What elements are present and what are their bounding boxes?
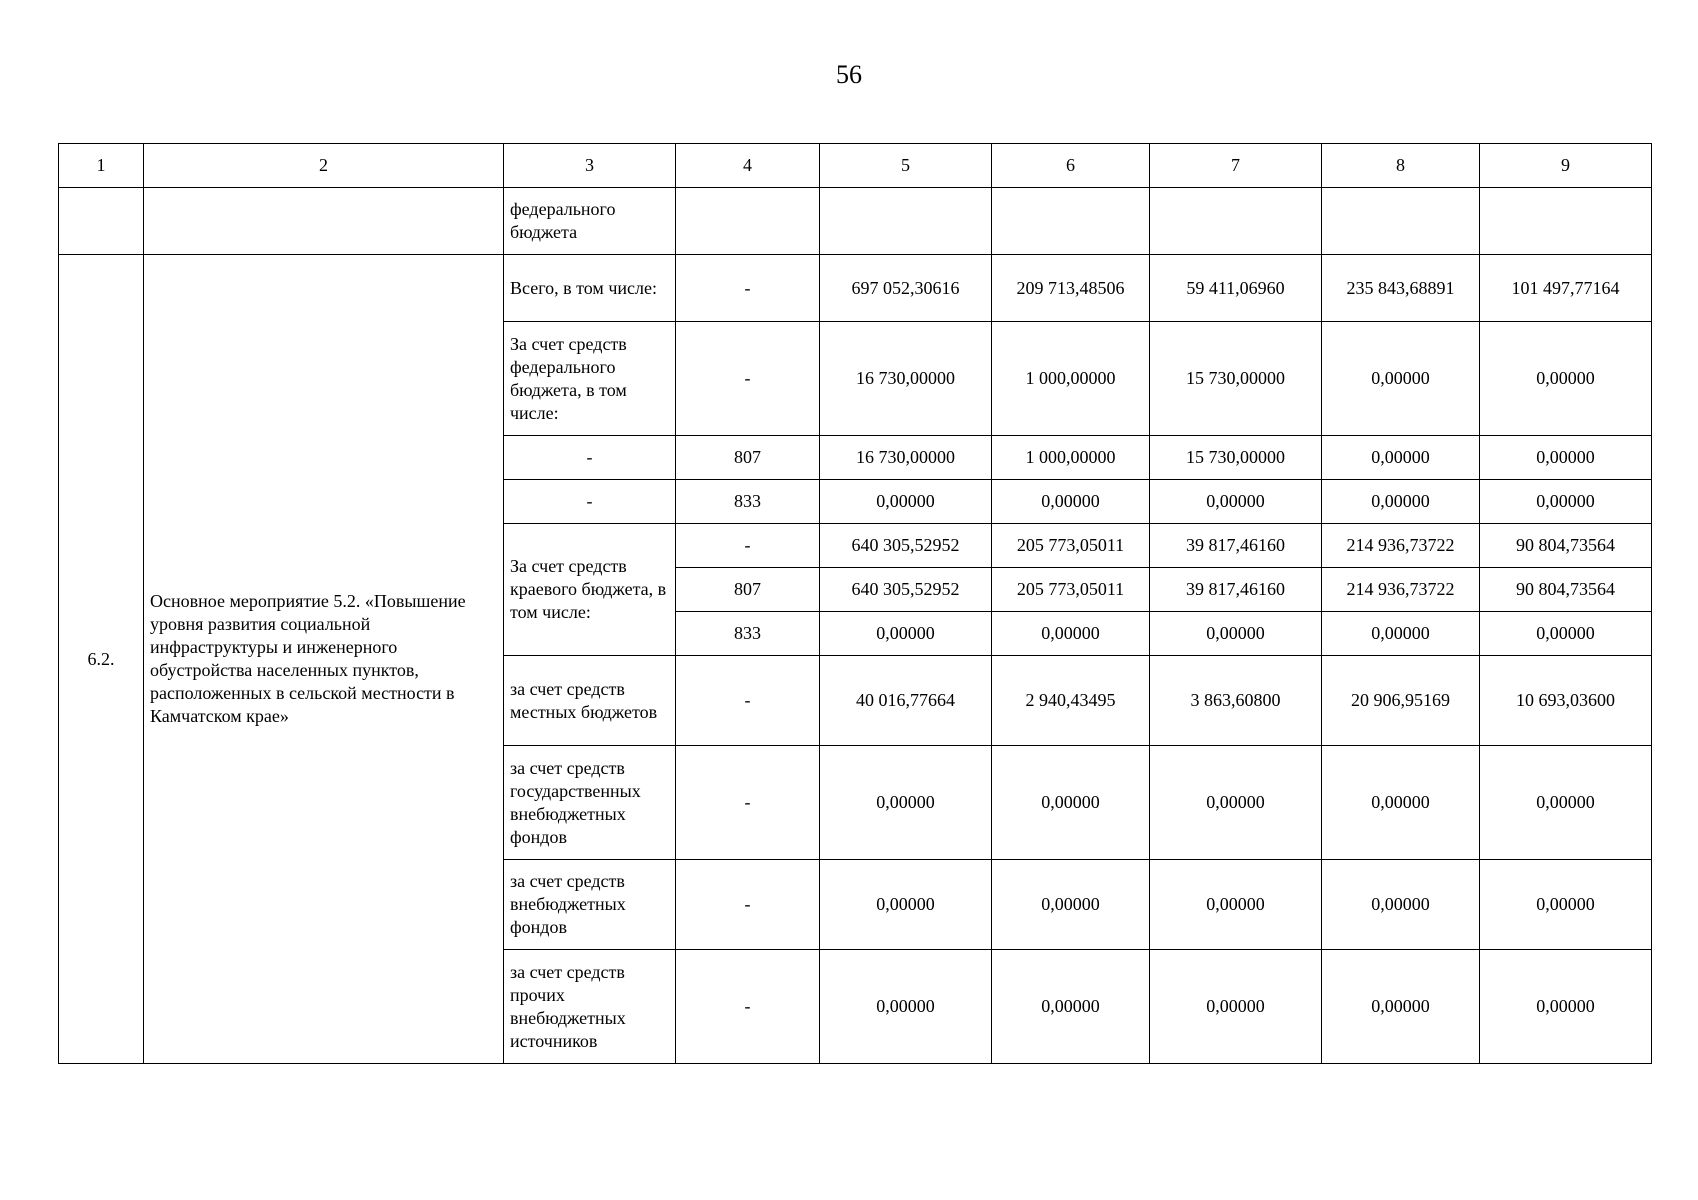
- source-cell: федерального бюджета: [504, 188, 676, 255]
- value-cell: 0,00000: [1322, 612, 1480, 656]
- value-cell: 0,00000: [820, 860, 992, 950]
- header-row: [59, 144, 1652, 188]
- empty-cell: [676, 188, 820, 255]
- value-cell: 214 936,73722: [1322, 524, 1480, 568]
- table-row: [59, 255, 1652, 322]
- value-cell: 0,00000: [1480, 480, 1652, 524]
- source-cell: -: [504, 480, 676, 524]
- value-cell: 640 305,52952: [820, 568, 992, 612]
- empty-cell: [144, 188, 504, 255]
- value-cell: 0,00000: [820, 480, 992, 524]
- value-cell: 205 773,05011: [992, 524, 1150, 568]
- value-cell: 0,00000: [1322, 746, 1480, 860]
- code-cell: -: [676, 656, 820, 746]
- value-cell: 0,00000: [1322, 860, 1480, 950]
- value-cell: 15 730,00000: [1150, 322, 1322, 436]
- code-cell: 833: [676, 480, 820, 524]
- value-cell: 640 305,52952: [820, 524, 992, 568]
- source-cell: За счет средств краевого бюджета, в том числе:: [504, 524, 676, 656]
- code-cell: 807: [676, 568, 820, 612]
- code-cell: -: [676, 860, 820, 950]
- value-cell: 0,00000: [820, 612, 992, 656]
- value-cell: 0,00000: [1480, 860, 1652, 950]
- header-cell: 4: [676, 144, 820, 188]
- value-cell: 16 730,00000: [820, 436, 992, 480]
- source-cell: Всего, в том числе:: [504, 255, 676, 322]
- value-cell: 0,00000: [1322, 480, 1480, 524]
- value-cell: 59 411,06960: [1150, 255, 1322, 322]
- value-cell: 0,00000: [1150, 612, 1322, 656]
- source-cell: за счет средств прочих внебюджетных источников: [504, 950, 676, 1064]
- value-cell: 0,00000: [992, 950, 1150, 1064]
- value-cell: 0,00000: [1480, 746, 1652, 860]
- value-cell: 235 843,68891: [1322, 255, 1480, 322]
- value-cell: 205 773,05011: [992, 568, 1150, 612]
- value-cell: 0,00000: [1150, 950, 1322, 1064]
- header-cell: 2: [144, 144, 504, 188]
- value-cell: 40 016,77664: [820, 656, 992, 746]
- code-cell: 807: [676, 436, 820, 480]
- value-cell: 90 804,73564: [1480, 524, 1652, 568]
- code-cell: -: [676, 950, 820, 1064]
- value-cell: 0,00000: [1480, 436, 1652, 480]
- value-cell: 0,00000: [820, 746, 992, 860]
- budget-table: [58, 143, 1652, 1064]
- header-cell: 3: [504, 144, 676, 188]
- value-cell: 10 693,03600: [1480, 656, 1652, 746]
- value-cell: 15 730,00000: [1150, 436, 1322, 480]
- header-cell: 8: [1322, 144, 1480, 188]
- source-cell: за счет средств внебюджетных фондов: [504, 860, 676, 950]
- value-cell: 0,00000: [1322, 322, 1480, 436]
- code-cell: -: [676, 524, 820, 568]
- value-cell: 0,00000: [1322, 436, 1480, 480]
- value-cell: 0,00000: [992, 860, 1150, 950]
- value-cell: 0,00000: [1150, 480, 1322, 524]
- header-cell: 6: [992, 144, 1150, 188]
- value-cell: 0,00000: [1150, 746, 1322, 860]
- item-name: Основное мероприятие 5.2. «Повышение уровня развития социальной инфраструктуры и инженерного обустройства населенных пунктов, расположенных в сельской местности в Камчатском крае»: [144, 255, 504, 1064]
- value-cell: 39 817,46160: [1150, 568, 1322, 612]
- value-cell: 0,00000: [820, 950, 992, 1064]
- value-cell: 0,00000: [1480, 950, 1652, 1064]
- value-cell: 0,00000: [1150, 860, 1322, 950]
- value-cell: 2 940,43495: [992, 656, 1150, 746]
- code-cell: -: [676, 322, 820, 436]
- value-cell: 90 804,73564: [1480, 568, 1652, 612]
- page-number: 56: [836, 60, 862, 89]
- header-cell: 5: [820, 144, 992, 188]
- item-number: 6.2.: [59, 255, 144, 1064]
- value-cell: 39 817,46160: [1150, 524, 1322, 568]
- empty-cell: [1322, 188, 1480, 255]
- value-cell: 1 000,00000: [992, 436, 1150, 480]
- value-cell: 0,00000: [1322, 950, 1480, 1064]
- value-cell: 0,00000: [992, 612, 1150, 656]
- empty-cell: [1150, 188, 1322, 255]
- value-cell: 0,00000: [1480, 612, 1652, 656]
- header-cell: 7: [1150, 144, 1322, 188]
- empty-cell: [992, 188, 1150, 255]
- value-cell: 209 713,48506: [992, 255, 1150, 322]
- empty-cell: [1480, 188, 1652, 255]
- value-cell: 214 936,73722: [1322, 568, 1480, 612]
- value-cell: 697 052,30616: [820, 255, 992, 322]
- value-cell: 0,00000: [1480, 322, 1652, 436]
- value-cell: 101 497,77164: [1480, 255, 1652, 322]
- header-cell: 9: [1480, 144, 1652, 188]
- value-cell: 0,00000: [992, 746, 1150, 860]
- value-cell: 1 000,00000: [992, 322, 1150, 436]
- code-cell: 833: [676, 612, 820, 656]
- source-cell: За счет средств федерального бюджета, в том числе:: [504, 322, 676, 436]
- source-cell: -: [504, 436, 676, 480]
- source-cell: за счет средств государственных внебюджетных фондов: [504, 746, 676, 860]
- value-cell: 20 906,95169: [1322, 656, 1480, 746]
- empty-cell: [59, 188, 144, 255]
- source-cell: за счет средств местных бюджетов: [504, 656, 676, 746]
- code-cell: -: [676, 255, 820, 322]
- value-cell: 16 730,00000: [820, 322, 992, 436]
- value-cell: 0,00000: [992, 480, 1150, 524]
- code-cell: -: [676, 746, 820, 860]
- table-row: [59, 188, 1652, 255]
- header-cell: 1: [59, 144, 144, 188]
- value-cell: 3 863,60800: [1150, 656, 1322, 746]
- empty-cell: [820, 188, 992, 255]
